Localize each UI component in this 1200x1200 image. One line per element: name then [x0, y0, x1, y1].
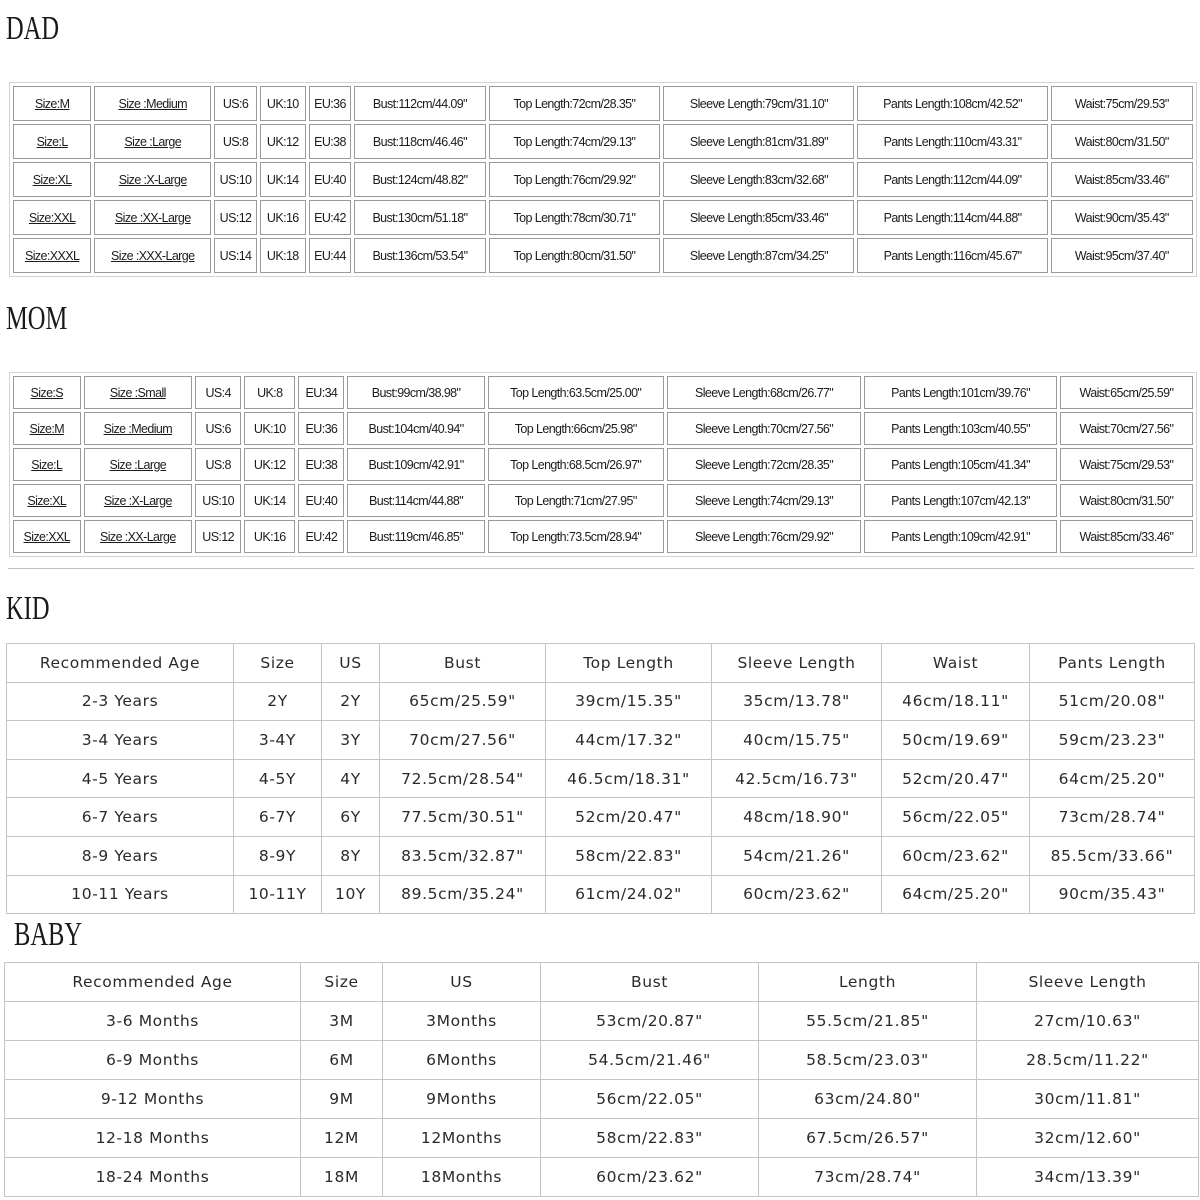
- dad-size-cell: Size:M: [13, 86, 91, 121]
- mom-size-cell: Size :Medium: [84, 412, 193, 445]
- dad-size-cell: Size:XXL: [13, 200, 91, 235]
- mom-size-cell: Size:L: [13, 448, 81, 481]
- dad-size-cell: UK:14: [260, 162, 306, 197]
- mom-size-cell: Bust:114cm/44.88": [347, 484, 484, 517]
- kid-column-header: US: [322, 644, 380, 683]
- mom-size-cell: UK:10: [244, 412, 295, 445]
- dad-size-cell: US:10: [214, 162, 257, 197]
- mom-size-cell: UK:8: [244, 376, 295, 409]
- dad-size-cell: Top Length:72cm/28.35": [489, 86, 661, 121]
- mom-size-cell: Top Length:66cm/25.98": [488, 412, 664, 445]
- baby-size-cell: 30cm/11.81": [977, 1080, 1199, 1119]
- kid-size-cell: 60cm/23.62": [712, 875, 882, 914]
- mom-size-cell: Waist:85cm/33.46": [1060, 520, 1193, 553]
- dad-size-cell: Waist:75cm/29.53": [1051, 86, 1193, 121]
- mom-size-row: [13, 520, 1193, 553]
- kid-size-cell: 6-7Y: [234, 798, 322, 837]
- kid-size-cell: 90cm/35.43": [1030, 875, 1195, 914]
- dad-size-cell: Bust:118cm/46.46": [354, 124, 485, 159]
- kid-size-cell: 56cm/22.05": [882, 798, 1030, 837]
- kid-size-cell: 50cm/19.69": [882, 721, 1030, 760]
- baby-size-row: [5, 1119, 1199, 1158]
- kid-size-cell: 52cm/20.47": [882, 759, 1030, 798]
- mom-section-title: MOM: [6, 300, 68, 337]
- mom-size-cell: EU:42: [298, 520, 344, 553]
- baby-size-cell: 58.5cm/23.03": [759, 1041, 977, 1080]
- kid-column-header: Waist: [882, 644, 1030, 683]
- mom-size-cell: US:10: [195, 484, 241, 517]
- dad-size-cell: Bust:124cm/48.82": [354, 162, 485, 197]
- mom-size-cell: Size :Small: [84, 376, 193, 409]
- mom-size-cell: UK:16: [244, 520, 295, 553]
- dad-size-cell: Pants Length:116cm/45.67": [857, 238, 1047, 273]
- dad-size-cell: Pants Length:110cm/43.31": [857, 124, 1047, 159]
- baby-column-header: Sleeve Length: [977, 963, 1199, 1002]
- dad-size-cell: Size:XL: [13, 162, 91, 197]
- dad-size-cell: Sleeve Length:85cm/33.46": [663, 200, 854, 235]
- dad-size-cell: US:6: [214, 86, 257, 121]
- mom-size-cell: Top Length:68.5cm/26.97": [488, 448, 664, 481]
- dad-size-cell: EU:38: [309, 124, 352, 159]
- kid-header-row: [7, 644, 1195, 683]
- dad-size-cell: Size :Medium: [94, 86, 211, 121]
- mom-size-cell: EU:34: [298, 376, 344, 409]
- dad-size-cell: Bust:136cm/53.54": [354, 238, 485, 273]
- dad-size-cell: Size:L: [13, 124, 91, 159]
- dad-section-title: DAD: [6, 10, 60, 47]
- dad-size-cell: Pants Length:112cm/44.09": [857, 162, 1047, 197]
- kid-size-cell: 85.5cm/33.66": [1030, 836, 1195, 875]
- dad-size-row: [13, 162, 1193, 197]
- dad-size-cell: Pants Length:108cm/42.52": [857, 86, 1047, 121]
- baby-size-cell: 6-9 Months: [5, 1041, 301, 1080]
- mom-size-cell: Waist:80cm/31.50": [1060, 484, 1193, 517]
- dad-size-cell: Size:XXXL: [13, 238, 91, 273]
- mom-size-row: [13, 376, 1193, 409]
- baby-size-row: [5, 1002, 1199, 1041]
- section-divider: [8, 568, 1194, 569]
- kid-size-row: [7, 798, 1195, 837]
- dad-size-cell: UK:18: [260, 238, 306, 273]
- dad-size-cell: Waist:95cm/37.40": [1051, 238, 1193, 273]
- kid-size-row: [7, 721, 1195, 760]
- dad-size-row: [13, 124, 1193, 159]
- kid-size-cell: 52cm/20.47": [546, 798, 712, 837]
- mom-size-row: [13, 412, 1193, 445]
- baby-size-cell: 53cm/20.87": [541, 1002, 759, 1041]
- dad-size-cell: EU:36: [309, 86, 352, 121]
- kid-column-header: Top Length: [546, 644, 712, 683]
- kid-column-header: Size: [234, 644, 322, 683]
- baby-size-cell: 9M: [301, 1080, 383, 1119]
- dad-size-table: [9, 82, 1197, 277]
- dad-size-cell: Size :X-Large: [94, 162, 211, 197]
- kid-size-cell: 2Y: [322, 682, 380, 721]
- kid-size-cell: 40cm/15.75": [712, 721, 882, 760]
- mom-size-cell: US:8: [195, 448, 241, 481]
- mom-size-cell: Size :X-Large: [84, 484, 193, 517]
- dad-size-cell: Sleeve Length:87cm/34.25": [663, 238, 854, 273]
- mom-size-cell: Bust:109cm/42.91": [347, 448, 484, 481]
- dad-size-cell: Top Length:78cm/30.71": [489, 200, 661, 235]
- kid-size-cell: 72.5cm/28.54": [380, 759, 546, 798]
- baby-size-cell: 56cm/22.05": [541, 1080, 759, 1119]
- baby-size-cell: 54.5cm/21.46": [541, 1041, 759, 1080]
- kid-size-cell: 3-4 Years: [7, 721, 234, 760]
- kid-size-cell: 51cm/20.08": [1030, 682, 1195, 721]
- mom-size-cell: Sleeve Length:74cm/29.13": [667, 484, 862, 517]
- dad-size-cell: Top Length:80cm/31.50": [489, 238, 661, 273]
- kid-size-cell: 8-9Y: [234, 836, 322, 875]
- baby-size-row: [5, 1158, 1199, 1197]
- kid-size-cell: 4-5Y: [234, 759, 322, 798]
- kid-size-cell: 6-7 Years: [7, 798, 234, 837]
- kid-size-cell: 60cm/23.62": [882, 836, 1030, 875]
- baby-size-cell: 9Months: [383, 1080, 541, 1119]
- mom-size-cell: EU:38: [298, 448, 344, 481]
- kid-size-cell: 73cm/28.74": [1030, 798, 1195, 837]
- mom-size-cell: Top Length:73.5cm/28.94": [488, 520, 664, 553]
- mom-size-cell: Sleeve Length:76cm/29.92": [667, 520, 862, 553]
- baby-size-cell: 18-24 Months: [5, 1158, 301, 1197]
- mom-size-cell: Size:M: [13, 412, 81, 445]
- kid-size-cell: 58cm/22.83": [546, 836, 712, 875]
- kid-size-cell: 70cm/27.56": [380, 721, 546, 760]
- kid-size-cell: 4Y: [322, 759, 380, 798]
- dad-size-cell: Size :XXX-Large: [94, 238, 211, 273]
- kid-size-cell: 54cm/21.26": [712, 836, 882, 875]
- mom-size-cell: Bust:104cm/40.94": [347, 412, 484, 445]
- baby-size-cell: 34cm/13.39": [977, 1158, 1199, 1197]
- kid-size-cell: 83.5cm/32.87": [380, 836, 546, 875]
- dad-size-cell: Top Length:76cm/29.92": [489, 162, 661, 197]
- dad-size-cell: Top Length:74cm/29.13": [489, 124, 661, 159]
- dad-size-cell: Sleeve Length:79cm/31.10": [663, 86, 854, 121]
- dad-size-cell: US:14: [214, 238, 257, 273]
- mom-size-cell: Waist:75cm/29.53": [1060, 448, 1193, 481]
- baby-size-cell: 60cm/23.62": [541, 1158, 759, 1197]
- kid-size-cell: 48cm/18.90": [712, 798, 882, 837]
- mom-size-cell: Waist:70cm/27.56": [1060, 412, 1193, 445]
- dad-size-row: [13, 200, 1193, 235]
- kid-size-cell: 10-11 Years: [7, 875, 234, 914]
- kid-column-header: Bust: [380, 644, 546, 683]
- baby-size-cell: 3-6 Months: [5, 1002, 301, 1041]
- baby-size-cell: 27cm/10.63": [977, 1002, 1199, 1041]
- baby-column-header: Bust: [541, 963, 759, 1002]
- kid-size-cell: 64cm/25.20": [882, 875, 1030, 914]
- kid-column-header: Pants Length: [1030, 644, 1195, 683]
- baby-section-title: BABY: [14, 916, 83, 953]
- dad-size-cell: US:12: [214, 200, 257, 235]
- baby-size-cell: 9-12 Months: [5, 1080, 301, 1119]
- baby-size-cell: 12M: [301, 1119, 383, 1158]
- baby-size-cell: 18Months: [383, 1158, 541, 1197]
- mom-size-cell: UK:14: [244, 484, 295, 517]
- kid-size-cell: 35cm/13.78": [712, 682, 882, 721]
- mom-size-cell: Top Length:63.5cm/25.00": [488, 376, 664, 409]
- mom-size-cell: Bust:99cm/38.98": [347, 376, 484, 409]
- mom-size-cell: US:12: [195, 520, 241, 553]
- mom-size-cell: Pants Length:107cm/42.13": [864, 484, 1057, 517]
- baby-size-cell: 12-18 Months: [5, 1119, 301, 1158]
- dad-size-cell: Bust:130cm/51.18": [354, 200, 485, 235]
- kid-size-cell: 65cm/25.59": [380, 682, 546, 721]
- baby-size-cell: 28.5cm/11.22": [977, 1041, 1199, 1080]
- baby-size-cell: 63cm/24.80": [759, 1080, 977, 1119]
- kid-size-cell: 64cm/25.20": [1030, 759, 1195, 798]
- dad-size-cell: Size :Large: [94, 124, 211, 159]
- mom-size-row: [13, 448, 1193, 481]
- dad-size-cell: Waist:80cm/31.50": [1051, 124, 1193, 159]
- dad-size-cell: UK:16: [260, 200, 306, 235]
- mom-size-cell: EU:40: [298, 484, 344, 517]
- dad-size-cell: UK:12: [260, 124, 306, 159]
- kid-size-cell: 39cm/15.35": [546, 682, 712, 721]
- mom-size-cell: UK:12: [244, 448, 295, 481]
- kid-size-cell: 8Y: [322, 836, 380, 875]
- baby-column-header: US: [383, 963, 541, 1002]
- baby-column-header: Length: [759, 963, 977, 1002]
- kid-size-table: [6, 643, 1195, 914]
- baby-size-cell: 6Months: [383, 1041, 541, 1080]
- baby-size-cell: 3Months: [383, 1002, 541, 1041]
- baby-size-cell: 32cm/12.60": [977, 1119, 1199, 1158]
- dad-size-row: [13, 238, 1193, 273]
- kid-size-cell: 4-5 Years: [7, 759, 234, 798]
- kid-size-row: [7, 682, 1195, 721]
- mom-size-cell: US:6: [195, 412, 241, 445]
- baby-size-cell: 12Months: [383, 1119, 541, 1158]
- mom-size-cell: Pants Length:105cm/41.34": [864, 448, 1057, 481]
- kid-section-title: KID: [6, 590, 50, 627]
- kid-size-cell: 89.5cm/35.24": [380, 875, 546, 914]
- baby-column-header: Recommended Age: [5, 963, 301, 1002]
- dad-size-cell: Pants Length:114cm/44.88": [857, 200, 1047, 235]
- kid-size-cell: 46.5cm/18.31": [546, 759, 712, 798]
- baby-size-row: [5, 1080, 1199, 1119]
- mom-size-cell: Size:XL: [13, 484, 81, 517]
- kid-size-cell: 42.5cm/16.73": [712, 759, 882, 798]
- kid-size-cell: 10Y: [322, 875, 380, 914]
- kid-size-cell: 10-11Y: [234, 875, 322, 914]
- baby-size-row: [5, 1041, 1199, 1080]
- kid-size-cell: 59cm/23.23": [1030, 721, 1195, 760]
- dad-size-cell: EU:40: [309, 162, 352, 197]
- mom-size-cell: Size :Large: [84, 448, 193, 481]
- dad-size-cell: Size :XX-Large: [94, 200, 211, 235]
- kid-size-row: [7, 759, 1195, 798]
- kid-size-cell: 61cm/24.02": [546, 875, 712, 914]
- baby-size-cell: 18M: [301, 1158, 383, 1197]
- mom-size-cell: Size:XXL: [13, 520, 81, 553]
- mom-size-cell: Sleeve Length:70cm/27.56": [667, 412, 862, 445]
- mom-size-cell: Sleeve Length:72cm/28.35": [667, 448, 862, 481]
- mom-size-cell: Bust:119cm/46.85": [347, 520, 484, 553]
- baby-column-header: Size: [301, 963, 383, 1002]
- baby-size-cell: 58cm/22.83": [541, 1119, 759, 1158]
- kid-column-header: Recommended Age: [7, 644, 234, 683]
- kid-size-cell: 2-3 Years: [7, 682, 234, 721]
- dad-size-cell: US:8: [214, 124, 257, 159]
- kid-size-cell: 3Y: [322, 721, 380, 760]
- dad-size-cell: Waist:90cm/35.43": [1051, 200, 1193, 235]
- dad-size-cell: UK:10: [260, 86, 306, 121]
- mom-size-cell: Sleeve Length:68cm/26.77": [667, 376, 862, 409]
- dad-size-cell: Sleeve Length:83cm/32.68": [663, 162, 854, 197]
- mom-size-cell: US:4: [195, 376, 241, 409]
- kid-column-header: Sleeve Length: [712, 644, 882, 683]
- baby-size-cell: 6M: [301, 1041, 383, 1080]
- mom-size-row: [13, 484, 1193, 517]
- dad-size-cell: Bust:112cm/44.09": [354, 86, 485, 121]
- mom-size-cell: Pants Length:109cm/42.91": [864, 520, 1057, 553]
- kid-size-cell: 3-4Y: [234, 721, 322, 760]
- mom-size-table: [9, 372, 1197, 557]
- dad-size-cell: Sleeve Length:81cm/31.89": [663, 124, 854, 159]
- mom-size-cell: Size :XX-Large: [84, 520, 193, 553]
- dad-size-row: [13, 86, 1193, 121]
- mom-size-cell: Size:S: [13, 376, 81, 409]
- mom-size-cell: Top Length:71cm/27.95": [488, 484, 664, 517]
- kid-size-cell: 6Y: [322, 798, 380, 837]
- baby-header-row: [5, 963, 1199, 1002]
- baby-size-cell: 73cm/28.74": [759, 1158, 977, 1197]
- baby-size-cell: 67.5cm/26.57": [759, 1119, 977, 1158]
- dad-size-cell: EU:42: [309, 200, 352, 235]
- kid-size-cell: 46cm/18.11": [882, 682, 1030, 721]
- kid-size-row: [7, 836, 1195, 875]
- mom-size-cell: Pants Length:101cm/39.76": [864, 376, 1057, 409]
- mom-size-cell: Waist:65cm/25.59": [1060, 376, 1193, 409]
- mom-size-cell: EU:36: [298, 412, 344, 445]
- dad-size-cell: Waist:85cm/33.46": [1051, 162, 1193, 197]
- baby-size-cell: 3M: [301, 1002, 383, 1041]
- kid-size-cell: 44cm/17.32": [546, 721, 712, 760]
- kid-size-cell: 2Y: [234, 682, 322, 721]
- baby-size-cell: 55.5cm/21.85": [759, 1002, 977, 1041]
- mom-size-cell: Pants Length:103cm/40.55": [864, 412, 1057, 445]
- kid-size-row: [7, 875, 1195, 914]
- kid-size-cell: 77.5cm/30.51": [380, 798, 546, 837]
- baby-size-table: [4, 962, 1199, 1197]
- dad-size-cell: EU:44: [309, 238, 352, 273]
- kid-size-cell: 8-9 Years: [7, 836, 234, 875]
